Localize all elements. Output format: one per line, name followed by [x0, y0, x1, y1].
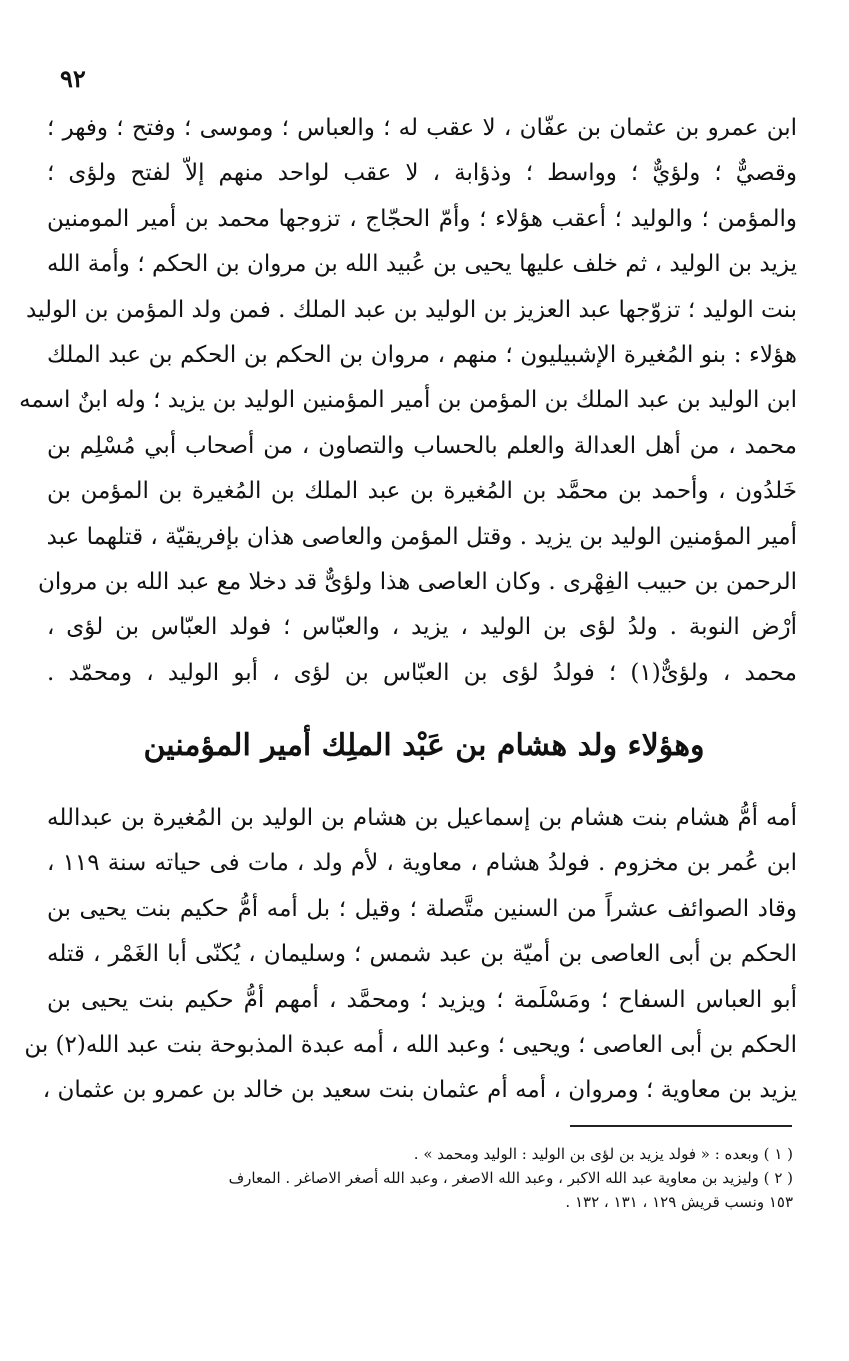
footnote-2-continued: ١٥٣ ونسب قريش ١٢٩ ، ١٣١ ، ١٣٢ . [565, 1193, 793, 1211]
text-line: الحكم بن أبى العاصى ؛ ويحيى ؛ وعبد الله ، أمه عبدة المذبوحة بنت عبد الله(٢) بن [24, 1031, 797, 1058]
footnote-divider [570, 1125, 792, 1127]
text-line: الرحمن بن حبيب الفِهْرى . وكان العاصى هذا ولؤىٌّ قد دخلا مع عبد الله بن مروان [38, 568, 797, 595]
text-line: محمد ، ولؤىٌّ(١) ؛ فولدُ لؤى بن العبّاس بن لؤى ، أبو الوليد ، ومحمّد . [47, 659, 797, 686]
text-line: هؤلاء : بنو المُغيرة الإشبيليون ؛ منهم ، مروان بن الحكم بن الحكم بن عبد الملك [47, 341, 797, 368]
body-paragraph-1 [19, 106, 798, 696]
footnote-1: ( ١ ) وبعده : « فولد يزيد بن لؤى بن الوليد : الوليد ومحمد » . [413, 1145, 793, 1163]
text-line: خَلدُون ، وأحمد بن محمَّد بن المُغيرة بن عبد الملك بن المُغيرة بن المؤمن بن [47, 478, 797, 505]
text-line: وقصيٌّ ؛ ولؤيٌّ ؛ وواسط ؛ وذؤابة ، لا عقب لواحد منهم إلاّ لفتح ولؤى ؛ [47, 160, 797, 187]
text-line: ابن عُمر بن مخزوم . فولدُ هشام ، معاوية ، لأم ولد ، مات فى حياته سنة ١١٩ ، [47, 850, 798, 877]
text-line: يزيد بن الوليد ، ثم خلف عليها يحيى بن عُبيد الله بن مروان بن الحكم ؛ وأمة الله [47, 251, 797, 278]
text-line: بنت الوليد ؛ تزوّجها عبد العزيز بن الوليد بن عبد الملك . فمن ولد المؤمن بن الوليد [25, 296, 797, 323]
text-line: والمؤمن ؛ والوليد ؛ أعقب هؤلاء ؛ وأمّ الحجّاج ، تزوجها محمد بن أمير المومنين [47, 205, 798, 232]
text-line: وقاد الصوائف عشراً من السنين متَّصلة ؛ وقيل ؛ بل أمه أمُّ حكيم بنت يحيى بن [47, 895, 797, 922]
page-number: ٩٢ [60, 64, 86, 93]
body-paragraph-2 [24, 796, 798, 1114]
text-line: يزيد بن معاوية ؛ ومروان ، أمه أم عثمان بنت سعيد بن خالد بن عمرو بن عثمان ، [42, 1077, 797, 1104]
text-line: أمير المؤمنين الوليد بن يزيد . وقتل المؤمن والعاصى هذان بإفريقيّة ، قتلهما عبد [46, 523, 797, 550]
text-line: أبو العباس السفاح ؛ ومَسْلَمة ؛ ويزيد ؛ ومحمَّد ، أمهم أمُّ حكيم بنت يحيى بن [47, 986, 797, 1013]
text-line: أمه أمُّ هشام بنت هشام بن إسماعيل بن هشام بن الوليد بن المُغيرة بن عبدالله [47, 805, 797, 831]
text-line: أرْض النوبة . ولدُ لؤى بن الوليد ، يزيد ، والعبّاس ؛ فولد العبّاس بن لؤى ، [47, 614, 797, 641]
text-line: محمد ، من أهل العدالة والعلم بالحساب والتصاون ، من أصحاب أبي مُسْلِم بن [47, 432, 797, 459]
text-line: ابن الوليد بن عبد الملك بن المؤمن بن أمير المؤمنين الوليد بن يزيد ؛ وله ابنٌ اسمه [19, 387, 797, 414]
text-line: الحكم بن أبى العاصى بن أميّة بن عبد شمس ؛ وسليمان ، يُكنّى أبا الغَمْر ، قتله [47, 941, 797, 968]
footnotes [43, 1142, 793, 1214]
footnote-2: ( ٢ ) وليزيد بن معاوية عبد الله الاكبر ، وعبد الله الاصغر ، وعبد الله أصغر الاصاغر . المعارف [228, 1169, 793, 1187]
section-heading: وهؤلاء ولد هشام بن عَبْد الملِك أمير المؤمنين [143, 728, 705, 763]
text-line: ابن عمرو بن عثمان بن عفّان ، لا عقب له ؛ والعباس ؛ وموسى ؛ وفتح ؛ وفهر ؛ [47, 115, 797, 141]
